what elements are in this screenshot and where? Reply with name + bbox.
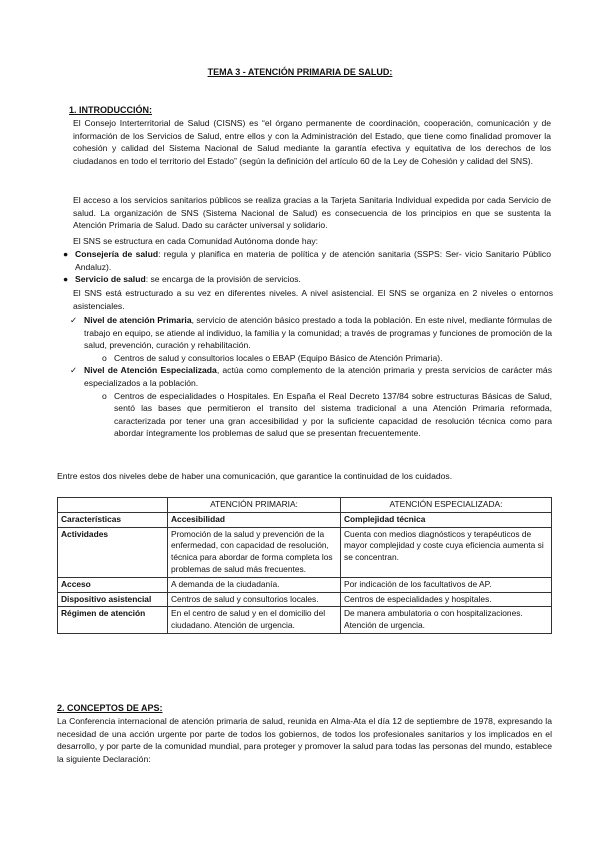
table-cell: Características	[58, 512, 168, 527]
bullet-term: Servicio de salud	[75, 274, 146, 285]
level-sub-text: Centros de salud y consultorios locales o EBAP (Equipo Básico de Atención Primaria).	[114, 352, 443, 363]
section-1-heading: 1. INTRODUCCIÓN:	[69, 105, 152, 115]
level-text: , actúa como complemento de la atención primaria y presta servicios de carácter más especializados a la población.	[84, 365, 552, 388]
concepts-paragraph-1: La Conferencia internacional de atención primaria de salud, reunida en Alma-Ata el día 12 de septiembre de 1978, expresando la necesidad de una acción urgente por parte de todos los gobiernos, de todos los profesionales sanitarios y los implicados en el desarrollo, y por parte de la comunidad mundial, para proteger y promover la salud para todas las personas del mundo, establece la siguiente Declaración:	[57, 716, 552, 764]
table-row	[58, 527, 552, 577]
level-subitem	[102, 352, 552, 365]
table-cell: Centros de salud y consultorios locales.	[168, 592, 341, 607]
table-cell: Acceso	[58, 577, 168, 592]
level-subitem	[102, 390, 552, 440]
check-icon: ✓	[70, 315, 78, 325]
level-term: Nivel de atención Primaria	[84, 315, 192, 325]
table-cell: Centros de especialidades y hospitales.	[341, 592, 552, 607]
level-item	[70, 314, 552, 352]
table-cell: Cuenta con medios diagnósticos y terapéuticos de mayor complejidad y coste cuya eficiencia aumenta si se concentran.	[341, 527, 552, 577]
table-cell: Promoción de la salud y prevención de la enfermedad, con capacidad de resolución, técnica para abordar de forma completa los problemas de salud más frecuentes.	[168, 527, 341, 577]
table-cell: Accesibilidad	[168, 512, 341, 527]
table-row	[58, 512, 552, 527]
level-text: , servicio de atención básico prestado a toda la población. En este nivel, mediante fórmulas de trabajo en equipo, se atiende al individuo, la familia y la comunidad; a través de programas y funciones de promoción de la salud, prevención, curación y rehabilitación.	[84, 315, 552, 351]
table-header-cell: ATENCIÓN PRIMARIA:	[168, 498, 341, 513]
bullet-text: : regula y planifica en materia de política y de atención sanitaria (SSPS: Ser- vicio Sanitario Público Andaluz).	[75, 249, 551, 272]
table-row	[58, 607, 552, 634]
bullet-list	[63, 248, 551, 286]
table-cell: Complejidad técnica	[341, 512, 552, 527]
page-title: TEMA 3 - ATENCIÓN PRIMARIA DE SALUD:	[207, 67, 393, 77]
table-header-row	[58, 498, 552, 513]
table-row	[58, 592, 552, 607]
circle-bullet-icon: o	[102, 390, 107, 401]
table-header-cell	[58, 498, 168, 513]
level-term: Nivel de Atención Especializada	[84, 365, 217, 376]
bullet-icon: ●	[63, 274, 69, 285]
table-cell: Por indicación de los facultativos de AP.	[341, 577, 552, 592]
list-item	[63, 248, 551, 273]
bullet-term: Consejería de salud	[75, 249, 159, 259]
table-cell: Dispositivo asistencial	[58, 592, 168, 607]
intro-paragraph-4: El SNS está estructurado a su vez en diferentes niveles. A nivel asistencial. El SNS se organiza en 2 niveles o entornos asistenciales.	[73, 288, 553, 311]
table-cell: Actividades	[58, 527, 168, 577]
level-sub-text: Centros de especialidades o Hospitales. En España el Real Decreto 137/84 sobre estructuras Básicas de Salud, sentó las bases que permitieron el transito del sistema tradicional a una Atención Primaria reformada, caracterizada por tener una gran accesibilidad y por la suficiente capacidad de resolución técnica como para abordar íntegramente los problemas de salud que se presentan frecuentemente.	[114, 390, 552, 439]
levels-list	[70, 314, 552, 440]
level-item	[70, 364, 552, 389]
table-cell: De manera ambulatoria o con hospitalizaciones. Atención de urgencia.	[341, 607, 552, 634]
intro-paragraph-1: El Consejo Interterritorial de Salud (CISNS) es “el órgano permanente de coordinación, cooperación, comunicación y de información de los Servicios de Salud, entre ellos y con la Administración del Estado, que tiene como finalidad promover la cohesión y calidad del Sistema Nacional de Salud mediante la garantía efectiva y equitativa de los derechos de los ciudadanos en todo el territorio del Estado” (según la definición del artículo 60 de la Ley de Cohesión y calidad del SNS).	[73, 118, 551, 166]
intro-paragraph-5: Entre estos dos niveles debe de haber una comunicación, que garantice la continuidad de los cuidados.	[57, 471, 453, 481]
bullet-text: : se encarga de la provisión de servicios.	[145, 274, 301, 285]
table-row	[58, 577, 552, 592]
check-icon: ✓	[70, 365, 78, 376]
circle-bullet-icon: o	[102, 352, 107, 363]
section-2-heading: 2. CONCEPTOS DE APS:	[57, 703, 163, 713]
table-cell: A demanda de la ciudadanía.	[168, 577, 341, 592]
table-header-cell: ATENCIÓN ESPECIALIZADA:	[341, 498, 552, 513]
bullet-icon: ●	[63, 249, 69, 259]
comparison-table	[57, 497, 552, 634]
intro-paragraph-2: El acceso a los servicios sanitarios públicos se realiza gracias a la Tarjeta Sanitaria Individual expedida por cada Servicio de salud. La organización de SNS (Sistema Nacional de Salud) es consecuencia de los principios en que se sustenta la Atención Primaria de Salud. Dado su carácter universal y solidario.	[73, 195, 551, 231]
table-cell: Régimen de atención	[58, 607, 168, 634]
list-item	[63, 273, 551, 286]
table-cell: En el centro de salud y en el domicilio del ciudadano. Atención de urgencia.	[168, 607, 341, 634]
intro-paragraph-3: El SNS se estructura en cada Comunidad Autónoma donde hay:	[73, 236, 319, 246]
